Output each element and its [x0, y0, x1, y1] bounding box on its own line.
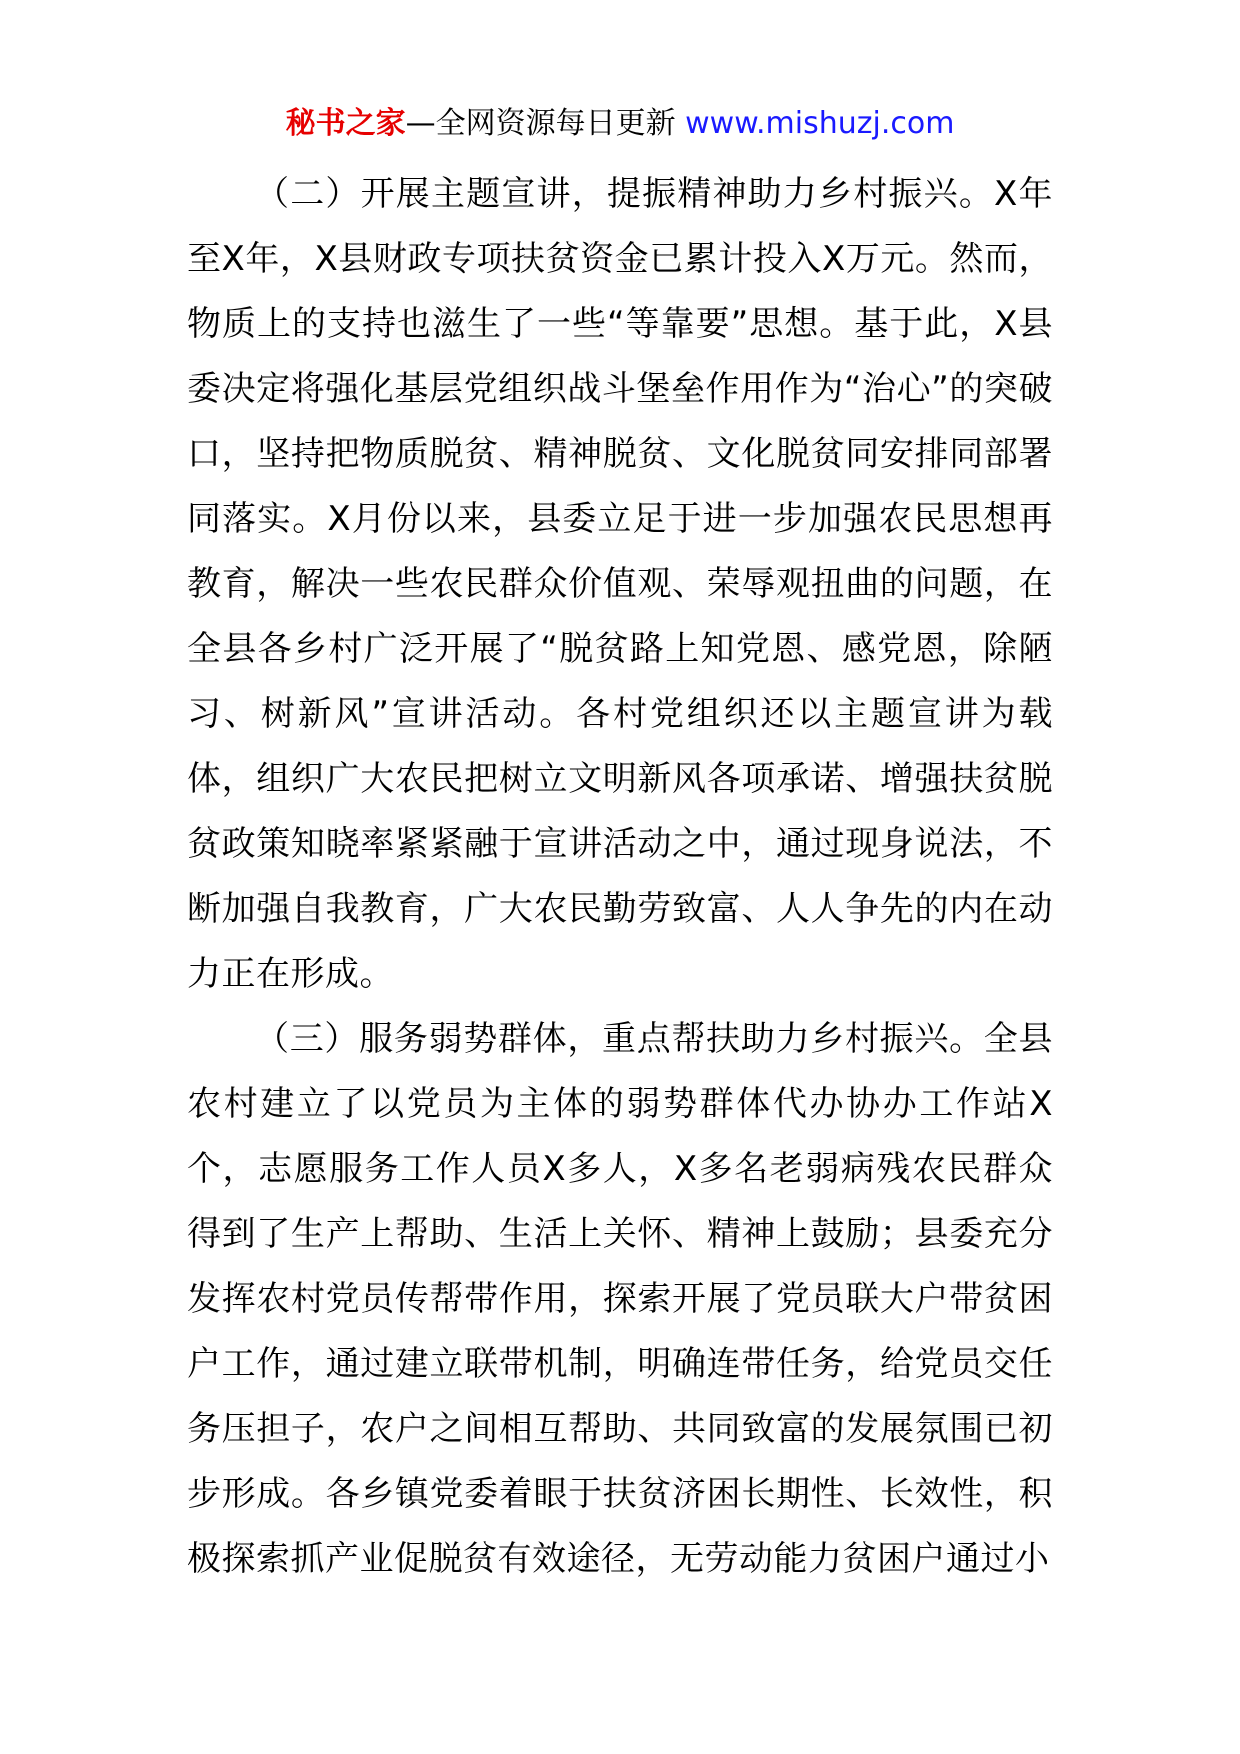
site-slogan: —全网资源每日更新 — [405, 106, 676, 141]
document-body — [187, 162, 1053, 1592]
site-url-link[interactable]: www.mishuzj.com — [685, 106, 955, 141]
paragraph-section-2: （二）开展主题宣讲，提振精神助力乡村振兴。X年至X年，X县财政专项扶贫资金已累计投入X万元。然而，物质上的支持也滋生了一些“等靠要”思想。基于此，X县委决定将强化基层党组织战斗堡垒作用作为“治心”的突破口，坚持把物质脱贫、精神脱贫、文化脱贫同安排同部署同落实。X月份以来，县委立足于进一步加强农民思想再教育，解决一些农民群众价值观、荣辱观扭曲的问题，在全县各乡村广泛开展了“脱贫路上知党恩、感党恩，除陋习、树新风”宣讲活动。各村党组织还以主题宣讲为载体，组织广大农民把树立文明新风各项承诺、增强扶贫脱贫政策知晓率紧紧融于宣讲活动之中，通过现身说法，不断加强自我教育，广大农民勤劳致富、人人争先的内在动力正在形成。 — [187, 174, 1053, 994]
paragraph-section-3: （三）服务弱势群体，重点帮扶助力乡村振兴。全县农村建立了以党员为主体的弱势群体代办协办工作站X个，志愿服务工作人员X多人，X多名老弱病残农民群众得到了生产上帮助、生活上关怀、精神上鼓励；县委充分发挥农村党员传帮带作用，探索开展了党员联大户带贫困户工作，通过建立联带机制，明确连带任务，给党员交任务压担子，农户之间相互帮助、共同致富的发展氛围已初步形成。各乡镇党委着眼于扶贫济困长期性、长效性，积极探索抓产业促脱贫有效途径，无劳动能力贫困户通过小 — [187, 1019, 1053, 1579]
site-brand: 秘书之家 — [285, 106, 406, 141]
site-header — [0, 104, 1240, 144]
